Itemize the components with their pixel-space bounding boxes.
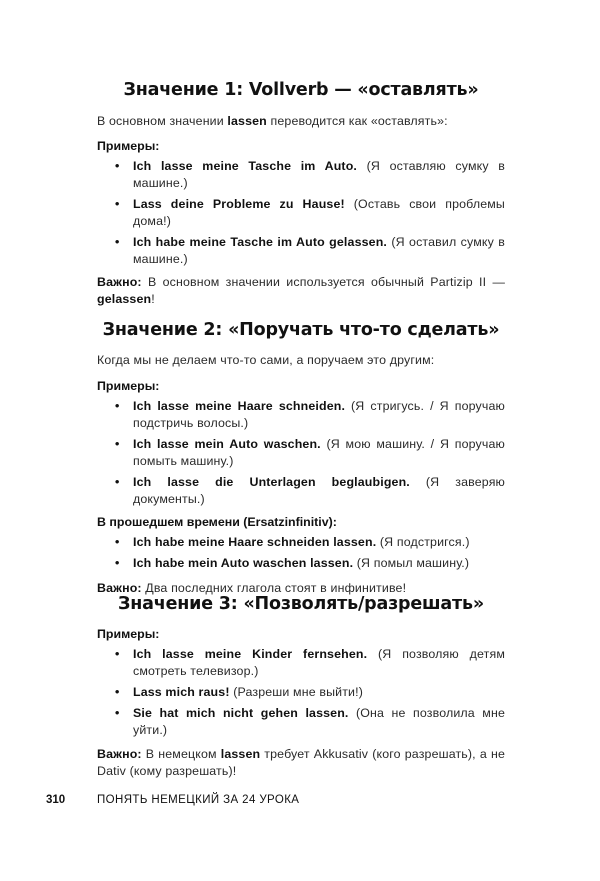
list-item (97, 705, 505, 739)
section-2 (97, 320, 505, 597)
intro-bold: lassen (227, 114, 267, 128)
bullet-icon: • (115, 159, 120, 173)
list-item (97, 646, 505, 680)
section-heading: Значение 2: «Поручать что-то сделать» (102, 320, 500, 340)
page-number: 310 (46, 794, 66, 806)
bullet-icon: • (115, 706, 120, 720)
translation: (Я оставляю сумку в машине.) (133, 159, 505, 190)
note-text: Два последних глагола стоят в инфинитиве! (141, 581, 407, 595)
translation: (Я подстригся.) (376, 535, 470, 549)
section-1 (97, 80, 505, 308)
translation: (Разреши мне выйти!) (229, 685, 363, 699)
list-item (97, 684, 505, 701)
bullet-icon: • (115, 685, 120, 699)
note-label: Важно: (97, 275, 142, 289)
german-example: Ich habe meine Haare schneiden lassen. (133, 535, 377, 549)
list-item (97, 436, 505, 470)
intro-text: В основном значении (97, 114, 228, 128)
note-text: В основном значении используется обычный Partizip II — (141, 275, 505, 289)
list-item (97, 398, 505, 432)
list-item (97, 196, 505, 230)
section-3 (97, 594, 505, 780)
translation: (Она не позволила мне уйти.) (133, 706, 505, 737)
intro-paragraph (97, 352, 505, 369)
list-item (97, 474, 505, 508)
bullet-icon: • (115, 556, 120, 570)
examples-label: Примеры: (97, 139, 160, 153)
list-item (97, 158, 505, 192)
note-paragraph (97, 746, 505, 780)
section-heading: Значение 3: «Позволять/разрешать» (118, 594, 484, 614)
german-example: Ich habe mein Auto waschen lassen. (133, 556, 354, 570)
bullet-icon: • (115, 197, 120, 211)
examples-label: Примеры: (97, 379, 160, 393)
bullet-icon: • (115, 535, 120, 549)
intro-paragraph (97, 113, 505, 130)
note-paragraph (97, 274, 505, 308)
bullet-icon: • (115, 475, 120, 489)
german-example: Ich habe meine Tasche im Auto gelassen. (133, 235, 388, 249)
intro-text: переводится как «оставлять»: (266, 114, 448, 128)
german-example: Ich lasse meine Tasche im Auto. (133, 159, 358, 173)
note-text: В немецком (141, 747, 221, 761)
german-example: Ich lasse meine Kinder fernsehen. (133, 647, 368, 661)
past-examples-list (97, 534, 505, 572)
bullet-icon: • (115, 647, 120, 661)
bullet-icon: • (115, 235, 120, 249)
translation: (Я помыл машину.) (353, 556, 470, 570)
note-text: ! (151, 292, 155, 306)
note-bold: gelassen (97, 292, 152, 306)
examples-label: Примеры: (97, 627, 160, 641)
translation: (Я оставил сумку в машине.) (133, 235, 505, 266)
list-item (97, 555, 505, 572)
bullet-icon: • (115, 437, 120, 451)
translation: (Я позволяю детям смотреть телевизор.) (133, 647, 505, 678)
translation: (Оставь свои проблемы дома!) (133, 197, 505, 228)
german-example: Ich lasse meine Haare schneiden. (133, 399, 346, 413)
intro-text: Когда мы не делаем что-то сами, а поручаем это другим: (97, 353, 435, 367)
translation: (Я мою машину. / Я поручаю помыть машину.) (133, 437, 505, 468)
examples-list (97, 158, 505, 268)
german-example: Sie hat mich nicht gehen lassen. (133, 706, 349, 720)
note-text: требует Akkusativ (кого разрешать), а не Dativ (кому разрешать)! (97, 747, 505, 778)
translation: (Я стригусь. / Я поручаю подстричь волосы.) (133, 399, 505, 430)
german-example: Ich lasse die Unterlagen beglaubigen. (133, 475, 410, 489)
note-bold: lassen (220, 747, 261, 761)
german-example: Ich lasse mein Auto waschen. (133, 437, 321, 451)
german-example: Lass deine Probleme zu Hause! (133, 197, 345, 211)
past-tense-label: В прошедшем времени (Ersatzinfinitiv): (97, 515, 337, 529)
list-item (97, 234, 505, 268)
examples-list (97, 646, 505, 739)
section-heading: Значение 1: Vollverb — «оставлять» (123, 80, 479, 100)
list-item (97, 534, 505, 551)
book-title: ПОНЯТЬ НЕМЕЦКИЙ ЗА 24 УРОКА (97, 794, 300, 806)
note-label: Важно: (97, 747, 142, 761)
german-example: Lass mich raus! (133, 685, 230, 699)
note-label: Важно: (97, 581, 142, 595)
bullet-icon: • (115, 399, 120, 413)
examples-list (97, 398, 505, 508)
translation: (Я заверяю документы.) (133, 475, 505, 506)
